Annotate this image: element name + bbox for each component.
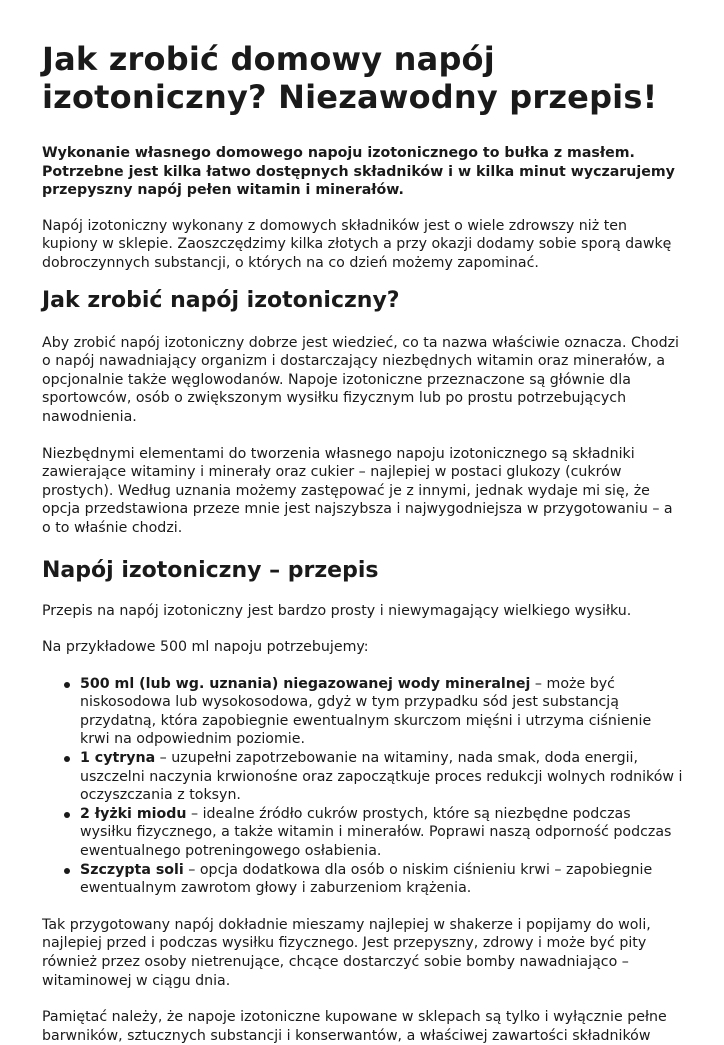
intro-paragraph: Napój izotoniczny wykonany z domowych składników jest o wiele zdrowszy niż ten kupiony w sklepie. Zaoszczędzimy kilka złotych a przy okazji dodamy sobie sporą dawkę dobroczynnych substancji, o których na co dzień możemy zapominać. xyxy=(42,217,672,271)
ingredient-item xyxy=(80,805,684,861)
article-title: Jak zrobić domowy napój izotoniczny? Niezawodny przepis! xyxy=(42,40,658,116)
ingredient-item xyxy=(80,749,684,805)
ingredient-name: 1 cytryna xyxy=(80,750,156,767)
after-paragraph-2: Pamiętać należy, że napoje izotoniczne kupowane w sklepach są tylko i wyłącznie pełne barwników, sztucznych substancji i konserwantów, a właściwej zawartości składników xyxy=(42,1009,667,1044)
after-paragraph-1: Tak przygotowany napój dokładnie mieszamy najlepiej w shakerze i popijamy do woli, najlepiej przed i podczas wysiłku fizycznego. Jest przepyszny, zdrowy i może być pity również przez osoby nietrenujące, chcące dostarczyć sobie bomby nawadniająco – witaminowej w ciągu dnia. xyxy=(42,916,651,989)
ingredient-desc: – uzupełni zapotrzebowanie na witaminy, nada smak, doda energii, uszczelni naczynia krwionośne oraz zapoczątkuje proces redukcji wolnych rodników i oczyszczania z toksyn. xyxy=(80,750,683,804)
ingredient-desc: – opcja dodatkowa dla osób o niskim ciśnieniu krwi – zapobiegnie ewentualnym zawrotom głowy i zaburzeniom krążenia. xyxy=(80,861,653,897)
lead-paragraph: Wykonanie własnego domowego napoju izotonicznego to bułka z masłem. Potrzebne jest kilka łatwo dostępnych składników i w kilka minut wyczarujemy przepyszny napój pełen witamin i minerałów. xyxy=(42,145,675,199)
recipe-paragraph-1: Przepis na napój izotoniczny jest bardzo prosty i niewymagający wielkiego wysiłku. xyxy=(42,602,632,619)
ingredient-name: 2 łyżki miodu xyxy=(80,805,187,822)
recipe-paragraph-2: Na przykładowe 500 ml napoju potrzebujemy: xyxy=(42,639,369,656)
ingredient-name: Szczypta soli xyxy=(80,861,184,878)
ingredient-name: 500 ml (lub wg. uznania) niegazowanej wody mineralnej xyxy=(80,675,531,692)
section-heading-recipe: Napój izotoniczny – przepis xyxy=(42,557,379,583)
section-heading-how: Jak zrobić napój izotoniczny? xyxy=(42,287,400,313)
ingredient-item xyxy=(80,861,684,898)
ingredients-list xyxy=(42,675,684,898)
ingredient-desc: – idealne źródło cukrów prostych, które są niezbędne podczas wysiłku fizycznego, a także witamin i minerałów. Poprawi naszą odporność podczas ewentualnego potreningowego osłabienia. xyxy=(80,805,672,860)
how-paragraph-2: Niezbędnymi elementami do tworzenia własnego napoju izotonicznego są składniki zawierające witaminy i minerały oraz cukier – najlepiej w postaci glukozy (cukrów prostych). Według uznania możemy zastępować je z innymi, jednak wydaje mi się, że opcja przedstawiona przeze mnie jest najszybsza i najwygodniejsza w przygotowaniu – a o to właśnie chodzi. xyxy=(42,445,673,536)
how-paragraph-1: Aby zrobić napój izotoniczny dobrze jest wiedzieć, co ta nazwa właściwie oznacza. Chodzi o napój nawadniający organizm i dostarczający niezbędnych witamin oraz minerałów, a opcjonalnie także węglowodanów. Napoje izotoniczne przeznaczone są głównie dla sportowców, osób o zwiększonym wysiłku fizycznym lub po prostu potrzebujących nawodnienia. xyxy=(42,334,679,425)
ingredient-desc: – może być niskosodowa lub wysokosodowa, gdyż w tym przypadku sód jest substancją przydatną, która zapobiegnie ewentualnym skurczom mięśni i utrzyma ciśnienie krwi na odpowiednim poziomie. xyxy=(80,675,652,748)
ingredient-item xyxy=(80,675,684,749)
